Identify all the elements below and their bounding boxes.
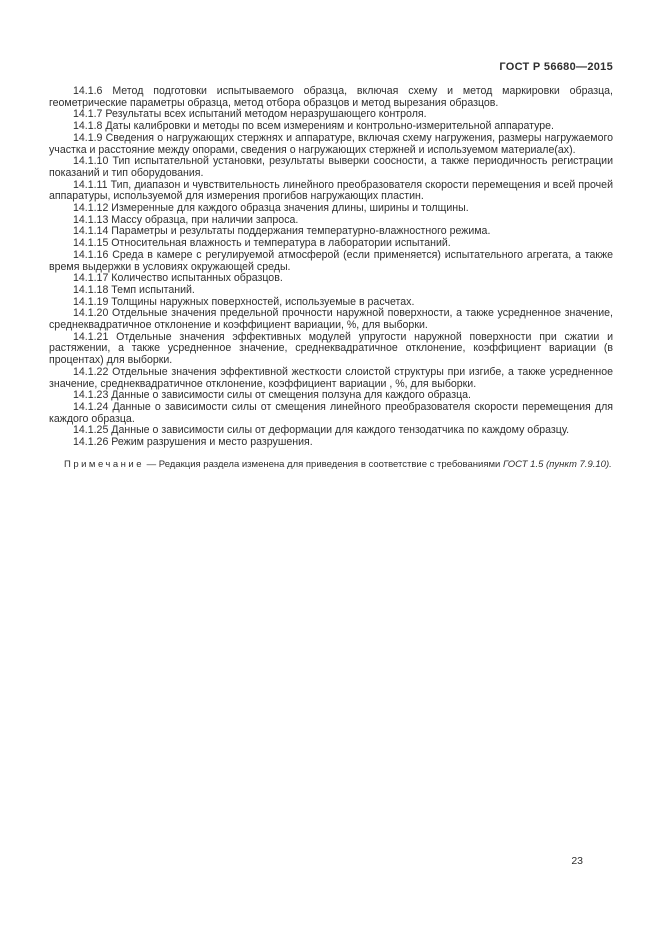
clause-number: 14.1.18 xyxy=(73,283,112,296)
clause-text: Среда в камере с регулируемой атмосферой (если применяется) испытательного агрегата, а также время выдержки в условиях окружающей среды. xyxy=(49,248,613,273)
note-label: Примечание xyxy=(64,458,144,470)
clause-text: Метод подготовки испытываемого образца, включая схему и метод маркировки образца, геометрические параметры образца, метод отбора образцов и метод вырезания образцов. xyxy=(49,85,613,109)
clause-text: Количество испытанных образцов. xyxy=(111,272,283,285)
clause-14.1.24 xyxy=(49,402,613,425)
clause-number: 14.1.7 xyxy=(73,108,106,121)
clause-text: Данные о зависимости силы от деформации для каждого тензодатчика по каждому образцу. xyxy=(111,424,570,437)
clause-list xyxy=(49,86,613,471)
clause-number: 14.1.24 xyxy=(73,400,113,413)
clause-number: 14.1.13 xyxy=(73,213,112,226)
clause-number: 14.1.23 xyxy=(73,389,112,402)
clause-number: 14.1.21 xyxy=(73,330,117,343)
clause-text: Измеренные для каждого образца значения длины, ширины и толщины. xyxy=(111,202,469,215)
clause-text: Толщины наружных поверхностей, используемые в расчетах. xyxy=(111,295,415,308)
clause-text: Относительная влажность и температура в лаборатории испытаний. xyxy=(111,237,451,250)
clause-text: Данные о зависимости силы от смещения линейного преобразователя скорости перемещения для каждого образца. xyxy=(49,400,613,425)
clause-text: Отдельные значения эффективных модулей упругости наружной поверхности при сжатии и растяжении, а также усредненное значение, среднеквадратичное отклонение, коэффициент вариации (в процентах) для выборки. xyxy=(49,330,613,367)
clause-text: Тип испытательной установки, результаты выверки соосности, а также периодичность регистрации показаний и тип оборудования. xyxy=(49,155,613,179)
clause-text: Параметры и результаты поддержания температурно-влажностного режима. xyxy=(111,225,491,238)
clause-text: Темп испытаний. xyxy=(111,283,195,296)
clause-14.1.21 xyxy=(49,332,613,367)
clause-14.1.6 xyxy=(49,86,613,109)
clause-text: Сведения о нагружающих стержнях и аппаратуре, включая схему нагружения, размеры нагружаемого участка и расстояние между опорами, сведения о нагружающих стержней и используемом материале(ах). xyxy=(49,131,613,156)
clause-text: Отдельные значения эффективной жесткости слоистой структуры при изгибе, а также усредненное значение, среднеквадратичное отклонение, коэффициент вариации , %, для выборки. xyxy=(49,365,613,390)
clause-text: Тип, диапазон и чувствительность линейного преобразователя скорости перемещения и всей прочей аппаратуры, используемой для измерения прогибов нагружающих пластин. xyxy=(49,178,613,203)
clause-number: 14.1.14 xyxy=(73,225,112,238)
clause-text: Массу образца, при наличии запроса. xyxy=(111,213,299,226)
clause-number: 14.1.19 xyxy=(73,295,112,308)
clause-14.1.11 xyxy=(49,180,613,203)
clause-text: Отдельные значения предельной прочности наружной поверхности, а также усредненное значение, среднеквадратичное отклонение и коэффициент вариации, %, для выборки. xyxy=(49,307,613,332)
clause-14.1.16 xyxy=(49,250,613,273)
clause-number: 14.1.22 xyxy=(73,365,113,378)
clause-number: 14.1.17 xyxy=(73,272,112,285)
page-number: 23 xyxy=(571,855,583,867)
note xyxy=(49,459,613,471)
note-reference: ГОСТ 1.5 (пункт 7.9.10). xyxy=(502,458,612,470)
clause-14.1.26 xyxy=(49,437,613,449)
clause-text: Режим разрушения и место разрушения. xyxy=(111,436,313,449)
clause-number: 14.1.11 xyxy=(73,178,111,191)
document-code-header: ГОСТ Р 56680—2015 xyxy=(499,61,613,73)
clause-number: 14.1.26 xyxy=(73,436,112,449)
clause-number: 14.1.16 xyxy=(73,248,113,261)
clause-text: Даты калибровки и методы по всем измерениям и контрольно-измерительной аппаратуре. xyxy=(105,120,555,133)
clause-14.1.9 xyxy=(49,133,613,156)
clause-14.1.10 xyxy=(49,156,613,179)
clause-number: 14.1.25 xyxy=(73,424,112,437)
clause-number: 14.1.12 xyxy=(73,202,112,215)
clause-14.1.22 xyxy=(49,367,613,390)
clause-number: 14.1.15 xyxy=(73,237,112,250)
clause-number: 14.1.10 xyxy=(73,155,113,168)
clause-number: 14.1.6 xyxy=(73,85,113,97)
clause-14.1.20 xyxy=(49,308,613,331)
note-text: — Редакция раздела изменена для приведения в соответствие с требованиями xyxy=(144,458,503,470)
clause-number: 14.1.20 xyxy=(73,307,112,320)
clause-number: 14.1.8 xyxy=(73,120,106,133)
clause-text: Результаты всех испытаний методом неразрушающего контроля. xyxy=(105,108,427,121)
clause-number: 14.1.9 xyxy=(73,131,106,144)
clause-text: Данные о зависимости силы от смещения ползуна для каждого образца. xyxy=(111,389,471,402)
